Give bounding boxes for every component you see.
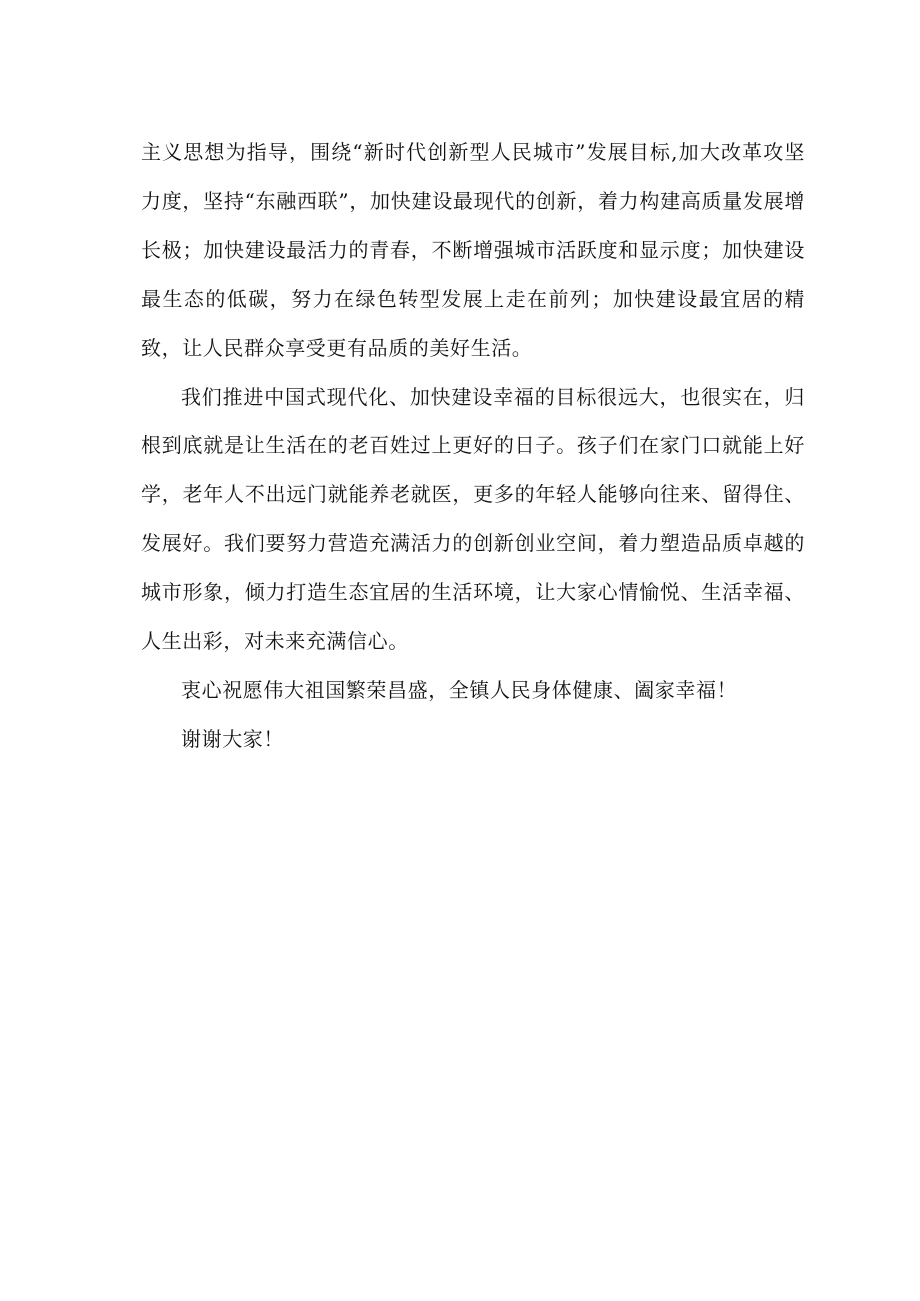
- paragraph-3: 衷心祝愿伟大祖国繁荣昌盛，全镇人民身体健康、阖家幸福！: [181, 677, 738, 702]
- paragraph-2: 我们推进中国式现代化、加快建设幸福的目标很远大，也很实在，归根到底就是让生活在的老百姓过上更好的日子。孩子们在家门口就能上好学，老年人不出远门就能养老就医，更多的年轻人能够向往来、留得住、发展好。我们要努力营造充满活力的创新创业空间，着力塑造品质卓越的城市形象，倾力打造生态宜居的生活环境，让大家心情愉悦、生活幸福、人生出彩，对未来充满信心。: [141, 384, 805, 654]
- paragraph-4: 谢谢大家！: [181, 726, 284, 751]
- paragraph-1: 主义思想为指导，围绕“新时代创新型人民城市”发展目标,加大改革攻坚力度，坚持“东融西联”，加快建设最现代的创新，着力构建高质量发展增长极；加快建设最活力的青春，不断增强城市活跃度和显示度；加快建设最生态的低碳，努力在绿色转型发展上走在前列；加快建设最宜居的精致，让人民群众享受更有品质的美好生活。: [141, 140, 805, 360]
- document-body: [141, 128, 805, 764]
